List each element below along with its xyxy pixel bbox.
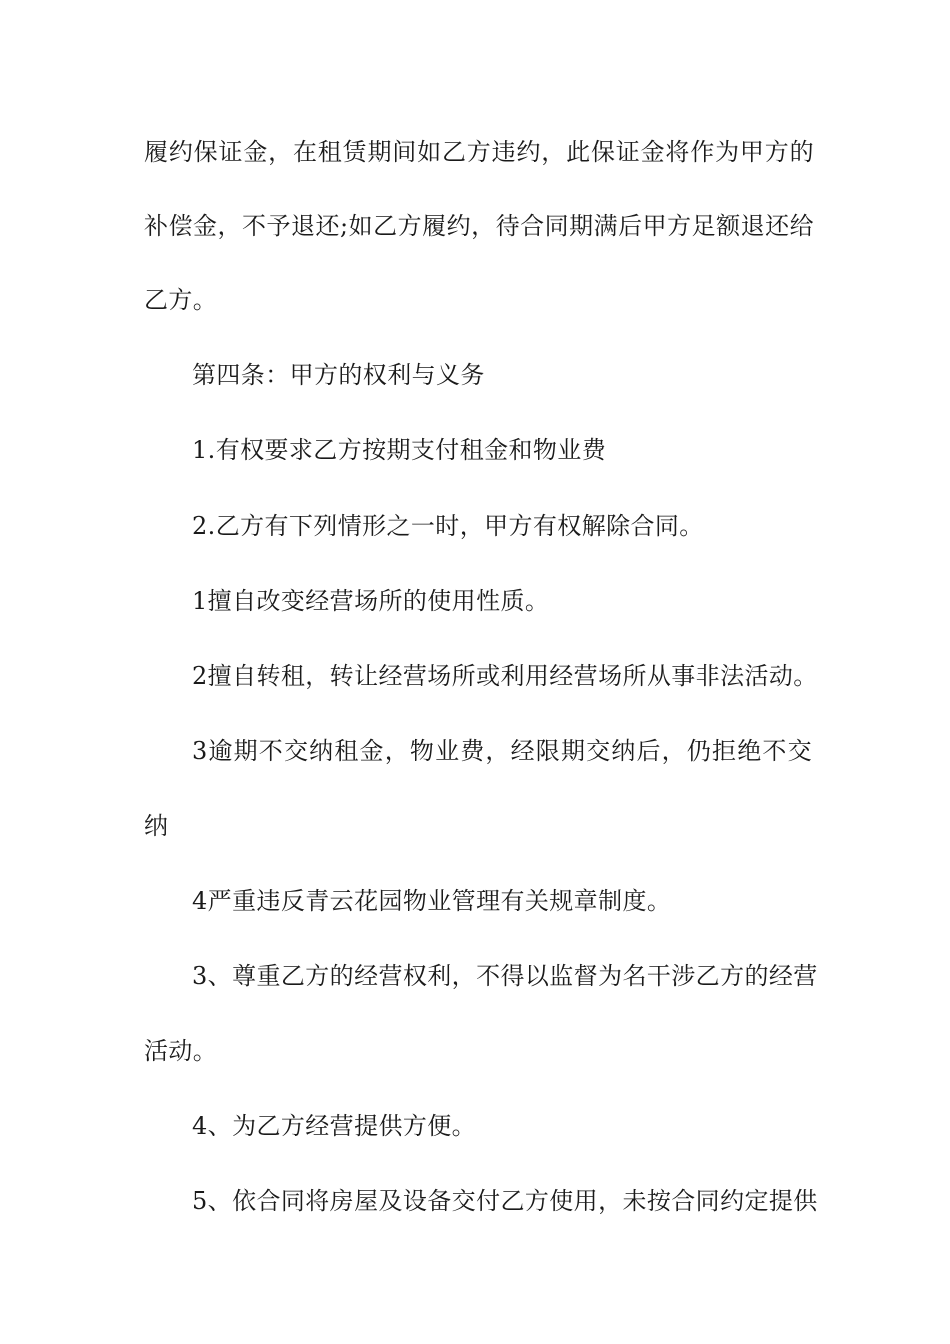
list-item: 5、依合同将房屋及设备交付乙方使用，未按合同约定提供 bbox=[192, 1187, 818, 1215]
list-item: 3、尊重乙方的经营权利，不得以监督为名干涉乙方的经营 bbox=[192, 962, 818, 990]
paragraph-line: 履约保证金，在租赁期间如乙方违约，此保证金将作为甲方的 bbox=[144, 138, 814, 166]
list-item: 2.乙方有下列情形之一时，甲方有权解除合同。 bbox=[192, 512, 704, 540]
paragraph-line: 活动。 bbox=[144, 1037, 218, 1065]
section-heading: 第四条：甲方的权利与义务 bbox=[192, 361, 485, 389]
paragraph-line: 补偿金，不予退还;如乙方履约，待合同期满后甲方足额退还给 bbox=[144, 212, 814, 240]
list-item: 2擅自转租，转让经营场所或利用经营场所从事非法活动。 bbox=[192, 662, 818, 690]
list-item: 3逾期不交纳租金，物业费，经限期交纳后，仍拒绝不交 bbox=[192, 737, 812, 765]
paragraph-line: 乙方。 bbox=[144, 286, 218, 314]
paragraph-line: 纳 bbox=[144, 812, 169, 840]
list-item: 1擅自改变经营场所的使用性质。 bbox=[192, 587, 550, 615]
list-item: 1.有权要求乙方按期支付租金和物业费 bbox=[192, 436, 607, 464]
list-item: 4严重违反青云花园物业管理有关规章制度。 bbox=[192, 887, 672, 915]
list-item: 4、为乙方经营提供方便。 bbox=[192, 1112, 477, 1140]
